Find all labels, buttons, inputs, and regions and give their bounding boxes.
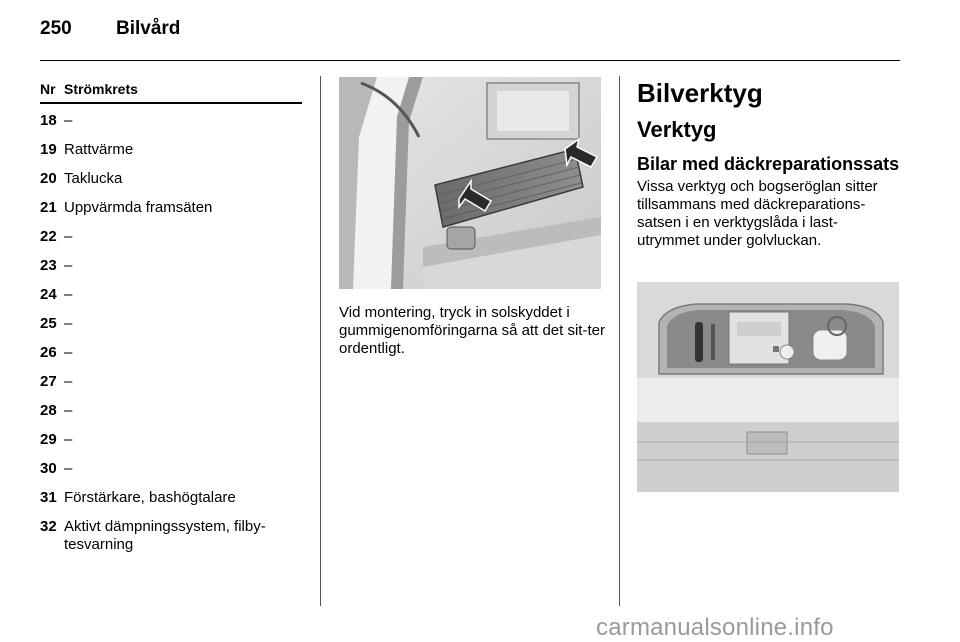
table-row <box>40 286 302 315</box>
fuse-number: 18 <box>40 112 57 129</box>
fuse-circuit: – <box>64 344 73 361</box>
fuse-number: 25 <box>40 315 57 332</box>
fuse-table-header-rule <box>40 102 302 104</box>
sunshade-illustration <box>339 77 601 289</box>
fuse-circuit: – <box>64 402 73 419</box>
fuse-circuit: Rattvärme <box>64 141 134 158</box>
page-number: 250 <box>40 18 72 39</box>
subsection-heading: Verktyg <box>637 117 717 142</box>
fuse-circuit: – <box>64 315 73 332</box>
fuse-circuit: Uppvärmda framsäten <box>64 199 213 216</box>
table-row <box>40 112 302 141</box>
table-row <box>40 431 302 460</box>
fuse-number: 32 <box>40 518 57 535</box>
watermark: carmanualsonline.info <box>596 614 834 641</box>
fuse-table <box>40 112 302 553</box>
paragraph-line: tillsammans med däckreparations- <box>637 196 866 213</box>
fuse-number: 28 <box>40 402 57 419</box>
photo-caption: Vid montering, tryck in solskyddet i gummigenomföringarna så att det sit-ter ordentligt. <box>339 304 605 357</box>
sunshade-installation-photo <box>339 77 601 289</box>
column-divider-right <box>619 76 620 606</box>
fuse-number: 29 <box>40 431 57 448</box>
column-divider-left <box>320 76 321 606</box>
fuse-number: 30 <box>40 460 57 477</box>
table-row <box>40 518 302 553</box>
table-row <box>40 228 302 257</box>
fuse-circuit: – <box>64 257 73 274</box>
body-paragraph <box>637 178 905 250</box>
table-row <box>40 257 302 286</box>
fuse-number: 31 <box>40 489 57 506</box>
fuse-circuit: Taklucka <box>64 170 123 187</box>
fuse-number: 20 <box>40 170 57 187</box>
fuse-circuit: – <box>64 373 73 390</box>
fuse-number: 19 <box>40 141 57 158</box>
column-header-nr: Nr <box>40 81 56 97</box>
paragraph-line: satsen i en verktygslåda i last- <box>637 214 838 231</box>
toolbox-photo <box>637 282 899 492</box>
fuse-number: 21 <box>40 199 57 216</box>
table-row <box>40 489 302 518</box>
section-heading: Bilverktyg <box>637 78 763 108</box>
table-row <box>40 141 302 170</box>
table-row <box>40 344 302 373</box>
fuse-circuit: – <box>64 286 73 303</box>
fuse-number: 22 <box>40 228 57 245</box>
table-row <box>40 315 302 344</box>
table-row <box>40 402 302 431</box>
fuse-circuit: Aktivt dämpningssystem, filby-tesvarning <box>64 518 266 553</box>
fuse-circuit: – <box>64 460 73 477</box>
fuse-number: 27 <box>40 373 57 390</box>
fuse-number: 26 <box>40 344 57 361</box>
table-row <box>40 373 302 402</box>
fuse-number: 24 <box>40 286 57 303</box>
fuse-number: 23 <box>40 257 57 274</box>
fuse-circuit: Förstärkare, bashögtalare <box>64 489 236 506</box>
page-title: Bilvård <box>116 18 181 39</box>
fuse-circuit: – <box>64 112 73 129</box>
paragraph-line: utrymmet under golvluckan. <box>637 232 822 249</box>
table-row <box>40 170 302 199</box>
table-row <box>40 199 302 228</box>
column-header-circuit: Strömkrets <box>64 81 138 97</box>
table-row <box>40 460 302 489</box>
fuse-circuit: – <box>64 431 73 448</box>
paragraph-line: Vissa verktyg och bogseröglan sitter <box>637 178 878 195</box>
fuse-circuit: – <box>64 228 73 245</box>
topic-heading: Bilar med däckreparationssats <box>637 154 900 174</box>
toolbox-illustration <box>637 282 899 492</box>
header-divider <box>40 60 900 61</box>
